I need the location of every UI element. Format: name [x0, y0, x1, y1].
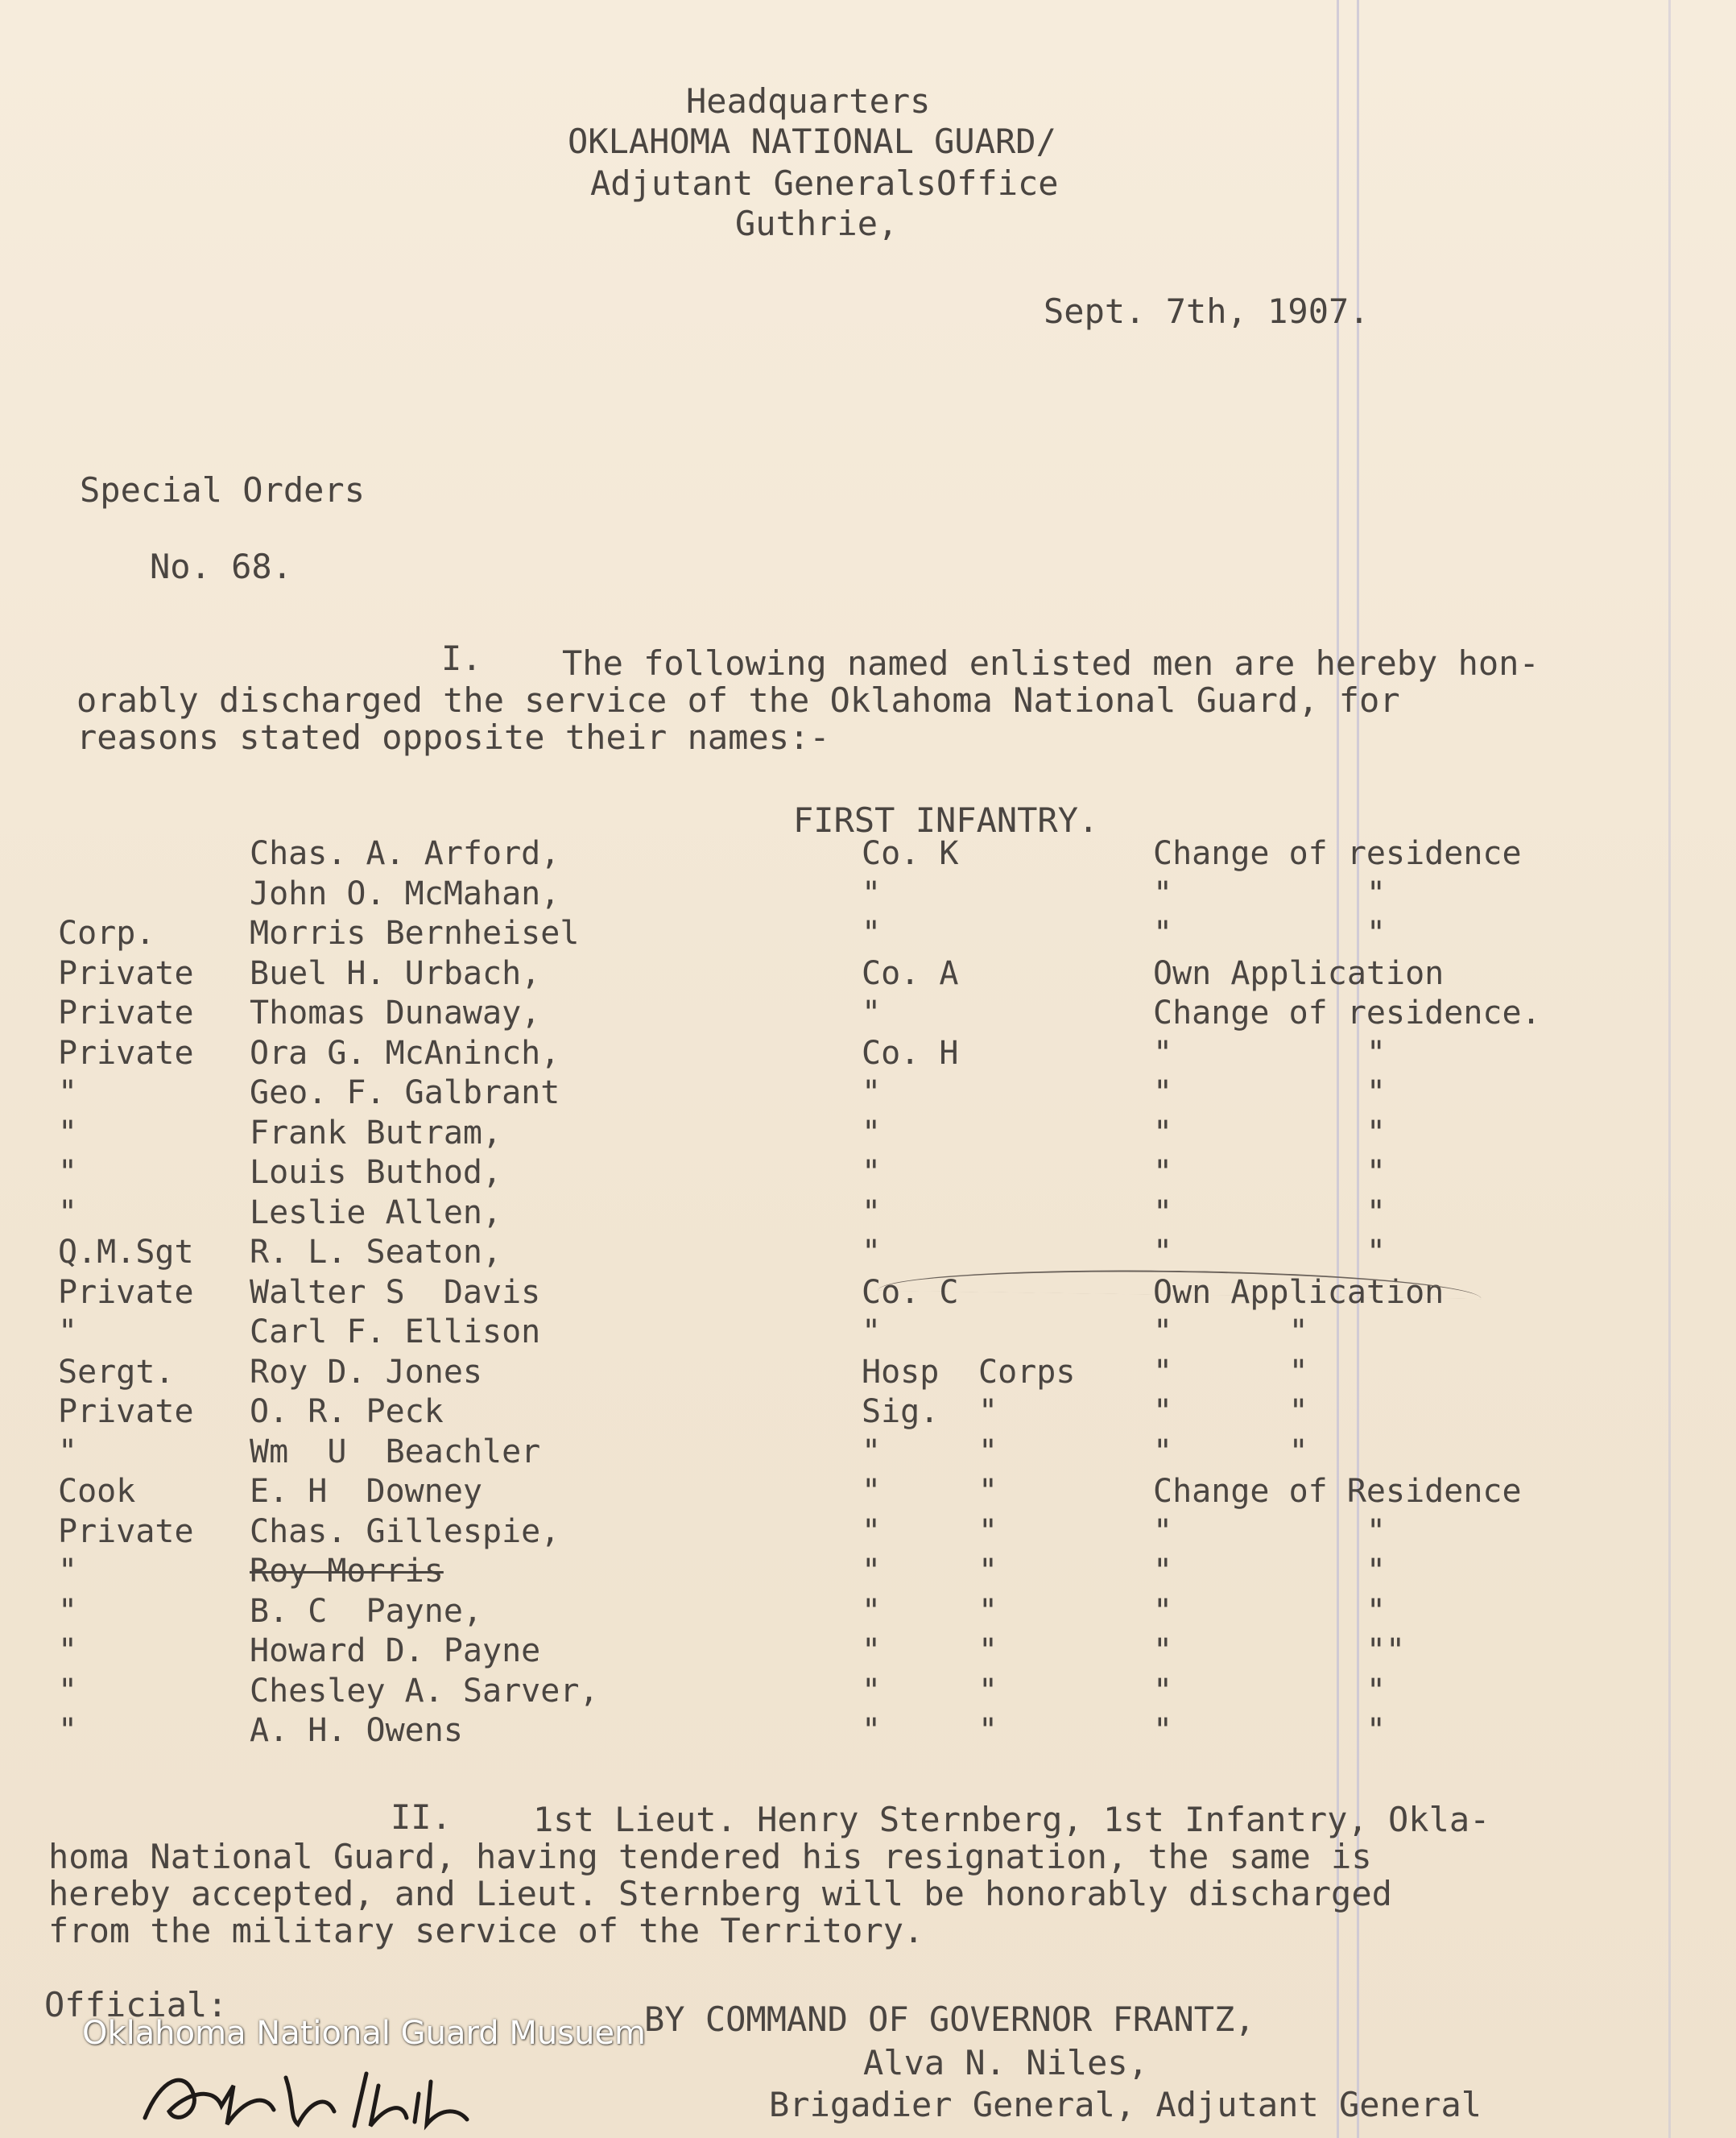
roster-reason: " "	[1153, 1114, 1386, 1152]
roster-company: "	[862, 1074, 882, 1111]
section-1-line-3: reasons stated opposite their names:-	[76, 717, 830, 757]
roster-reason: " "	[1153, 875, 1386, 912]
roster-reason: " "	[1153, 1354, 1308, 1391]
roster-company: "	[862, 1712, 882, 1749]
header-line-3: Adjutant GeneralsOffice	[590, 163, 1059, 203]
roster-reason: " "	[1153, 1712, 1386, 1749]
roster-reason: " "	[1153, 1234, 1386, 1271]
roster-company: Co. K	[862, 835, 959, 872]
roster-company-extra: "	[978, 1632, 998, 1669]
roster-reason: " ""	[1153, 1632, 1406, 1669]
order-number: No. 68.	[150, 547, 293, 586]
roster-reason: " "	[1153, 1553, 1386, 1590]
roster-name: Louis Buthod,	[250, 1154, 502, 1191]
signer-name: Alva N. Niles,	[863, 2043, 1149, 2082]
roster-name: E. H Downey	[250, 1473, 482, 1510]
roster-company: "	[862, 915, 882, 952]
roster-company-extra: "	[978, 1393, 998, 1430]
roster-name: Walter S Davis	[250, 1274, 541, 1311]
roster-reason: Own Application	[1153, 1274, 1445, 1311]
roster-company: Co. C	[862, 1274, 959, 1311]
order-title: Special Orders	[80, 470, 366, 510]
header-line-1: Headquarters	[686, 81, 931, 121]
roster-reason: " "	[1153, 1035, 1386, 1072]
document-date: Sept. 7th, 1907.	[1044, 292, 1370, 331]
roster-rank: "	[58, 1154, 78, 1191]
roster-reason: " "	[1153, 915, 1386, 952]
header-line-2: OKLAHOMA NATIONAL GUARD/	[568, 122, 1056, 161]
roster-company: "	[862, 995, 882, 1032]
roster-reason: " "	[1153, 1154, 1386, 1191]
roster-rank: "	[58, 1553, 78, 1590]
roster-name: Carl F. Ellison	[250, 1313, 541, 1350]
official-label: Official:	[44, 1985, 228, 2024]
section-2-line-4: from the military service of the Territory.	[48, 1911, 924, 1950]
roster-rank: "	[58, 1114, 78, 1152]
section-2-line-2: homa National Guard, having tendered his resignation, the same is	[48, 1837, 1372, 1876]
roster-name: Chas. Gillespie,	[250, 1513, 560, 1550]
roster-company-extra: "	[978, 1513, 998, 1550]
section-1-numeral: I.	[441, 639, 482, 678]
roster-reason: Own Application	[1153, 955, 1445, 992]
museum-watermark: Oklahoma National Guard Musuem	[82, 2015, 647, 2052]
roster-name: Thomas Dunaway,	[250, 995, 541, 1032]
roster-name: A. H. Owens	[250, 1712, 463, 1749]
roster-rank: "	[58, 1194, 78, 1231]
roster-reason: " "	[1153, 1513, 1386, 1550]
underline-rule	[878, 1267, 1482, 1299]
roster-reason: Change of residence.	[1153, 995, 1541, 1032]
roster-rank: Private	[58, 1513, 194, 1550]
roster-reason: Change of residence	[1153, 835, 1522, 872]
roster-name: Geo. F. Galbrant	[250, 1074, 560, 1111]
roster-rank: Q.M.Sgt	[58, 1234, 194, 1271]
roster-rank: Private	[58, 1393, 194, 1430]
roster-name: Wm U Beachler	[250, 1433, 541, 1470]
roster-company: "	[862, 1433, 882, 1470]
roster-reason: Change of Residence	[1153, 1473, 1522, 1510]
roster-reason: " "	[1153, 1673, 1386, 1710]
roster-rank: "	[58, 1074, 78, 1111]
roster-name: Morris Bernheisel	[250, 915, 580, 952]
roster-company: "	[862, 1313, 882, 1350]
signature-image	[137, 2061, 556, 2138]
roster-name: John O. McMahan,	[250, 875, 560, 912]
roster-rank: Cook	[58, 1473, 136, 1510]
roster-company: "	[862, 1234, 882, 1271]
roster-name: Buel H. Urbach,	[250, 955, 541, 992]
unit-heading: FIRST INFANTRY.	[793, 800, 1099, 840]
roster-rank: "	[58, 1313, 78, 1350]
roster-company: Hosp	[862, 1354, 940, 1391]
roster-company-extra: Corps	[978, 1354, 1076, 1391]
header-line-4: Guthrie,	[735, 204, 899, 243]
roster-company-extra: "	[978, 1673, 998, 1710]
roster-company: "	[862, 1673, 882, 1710]
roster-company: Co. A	[862, 955, 959, 992]
roster-rank: Private	[58, 955, 194, 992]
signer-title: Brigadier General, Adjutant General	[769, 2085, 1482, 2124]
roster-rank: Sergt.	[58, 1354, 175, 1391]
section-2-numeral: II.	[391, 1797, 452, 1837]
roster-name: Chesley A. Sarver,	[250, 1673, 599, 1710]
roster-name: R. L. Seaton,	[250, 1234, 502, 1271]
roster-company: "	[862, 1154, 882, 1191]
command-line: BY COMMAND OF GOVERNOR FRANTZ,	[644, 1999, 1255, 2039]
roster-company: "	[862, 1194, 882, 1231]
roster-company: Co. H	[862, 1035, 959, 1072]
roster-rank: "	[58, 1712, 78, 1749]
section-2-line-3: hereby accepted, and Lieut. Sternberg will be honorably discharged	[48, 1874, 1392, 1913]
section-2-line-1: 1st Lieut. Henry Sternberg, 1st Infantry, Okla-	[533, 1800, 1490, 1839]
roster-company-extra: "	[978, 1433, 998, 1470]
roster-company: "	[862, 1593, 882, 1630]
roster-rank: Private	[58, 995, 194, 1032]
roster-name: B. C Payne,	[250, 1593, 482, 1630]
roster-company-extra: "	[978, 1553, 998, 1590]
margin-line	[1668, 0, 1671, 2138]
roster-company: "	[862, 1114, 882, 1152]
section-1-line-2: orably discharged the service of the Oklahoma National Guard, for	[76, 680, 1400, 720]
roster-rank: Private	[58, 1035, 194, 1072]
roster-rank: "	[58, 1433, 78, 1470]
roster-reason: " "	[1153, 1074, 1386, 1111]
roster-reason: " "	[1153, 1393, 1308, 1430]
section-1-line-1: The following named enlisted men are hereby hon-	[562, 643, 1540, 683]
roster-name: O. R. Peck	[250, 1393, 444, 1430]
roster-name: Roy Morris	[250, 1553, 444, 1590]
roster-name: Frank Butram,	[250, 1114, 502, 1152]
roster-company: "	[862, 1632, 882, 1669]
roster-name: Chas. A. Arford,	[250, 835, 560, 872]
roster-company-extra: "	[978, 1712, 998, 1749]
roster-name: Howard D. Payne	[250, 1632, 541, 1669]
roster-company: "	[862, 1553, 882, 1590]
roster-name: Roy D. Jones	[250, 1354, 482, 1391]
roster-company: "	[862, 1513, 882, 1550]
roster-company: "	[862, 875, 882, 912]
roster-rank: "	[58, 1593, 78, 1630]
roster-rank: Corp.	[58, 915, 155, 952]
roster-company: "	[862, 1473, 882, 1510]
roster-rank: "	[58, 1632, 78, 1669]
roster-reason: " "	[1153, 1194, 1386, 1231]
roster-reason: " "	[1153, 1433, 1308, 1470]
roster-rank: Private	[58, 1274, 194, 1311]
roster-reason: " "	[1153, 1313, 1308, 1350]
roster-company-extra: "	[978, 1593, 998, 1630]
roster-name: Leslie Allen,	[250, 1194, 502, 1231]
roster-reason: " "	[1153, 1593, 1386, 1630]
roster-name: Ora G. McAninch,	[250, 1035, 560, 1072]
roster-rank: "	[58, 1673, 78, 1710]
roster-company-extra: "	[978, 1473, 998, 1510]
roster-company: Sig.	[862, 1393, 940, 1430]
